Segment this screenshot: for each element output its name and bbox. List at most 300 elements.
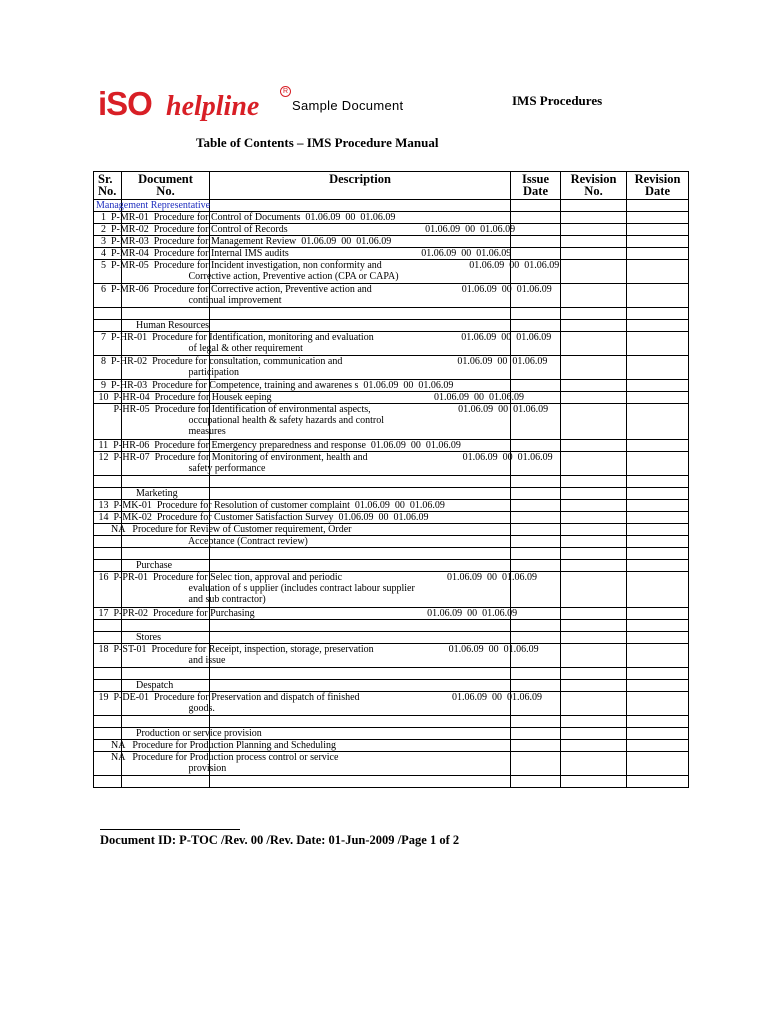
table-cell — [210, 212, 511, 224]
table-cell — [511, 488, 561, 500]
table-cell — [627, 536, 689, 548]
row-text: NA Procedure for Review of Customer requirement, Order — [96, 524, 352, 535]
table-cell — [561, 452, 627, 476]
table-cell — [561, 236, 627, 248]
table-row — [94, 488, 689, 500]
table-cell — [94, 392, 525, 404]
table-row — [94, 476, 689, 488]
table-row — [94, 320, 689, 332]
table-cell — [511, 284, 561, 308]
table-cell — [561, 248, 627, 260]
table-cell — [511, 572, 561, 608]
table-cell — [511, 632, 561, 644]
table-cell — [94, 692, 543, 716]
table-row — [94, 716, 689, 728]
row-text: Production or service provision — [96, 728, 262, 739]
table-cell — [210, 224, 511, 236]
row-text: 9 P-HR-03 Procedure for Competence, training and awarenes s 01.06.09 00 01.06.09 — [96, 380, 454, 391]
table-cell — [561, 740, 627, 752]
col-header-sr: Sr. No. — [94, 172, 122, 200]
logo-helpline-text: helpline — [166, 91, 260, 122]
table-cell — [627, 284, 689, 308]
table-cell — [561, 776, 627, 788]
row-text: Despatch — [96, 680, 174, 691]
table-cell — [627, 512, 689, 524]
table-cell — [122, 284, 210, 308]
table-cell — [94, 248, 512, 260]
table-cell — [210, 392, 511, 404]
col-header-description: Description — [210, 172, 511, 200]
table-cell — [122, 452, 210, 476]
table-cell — [210, 668, 511, 680]
table-cell — [94, 668, 122, 680]
table-cell — [561, 284, 627, 308]
table-cell — [561, 476, 627, 488]
table-cell — [94, 452, 553, 476]
table-row — [94, 356, 689, 380]
row-text: 12 P-HR-07 Procedure for Monitoring of environment, health and 01.06.09 00 01.06.09 safety performance — [98, 452, 553, 474]
table-cell — [94, 332, 552, 356]
table-cell — [627, 620, 689, 632]
table-row — [94, 500, 689, 512]
table-header-row — [94, 172, 689, 200]
row-text: 16 P-PR-01 Procedure for Selec tion, approval and periodic 01.06.09 00 01.06.09 evaluation of s upplier (includes contract labour supplier and sub contractor) — [98, 572, 538, 605]
table-cell — [561, 728, 627, 740]
table-cell — [94, 632, 161, 644]
table-cell — [94, 320, 210, 332]
table-cell — [627, 524, 689, 536]
table-cell — [627, 248, 689, 260]
table-cell — [561, 524, 627, 536]
row-text: 11 P-HR-06 Procedure for Emergency preparedness and response 01.06.09 00 01.06.09 — [96, 440, 461, 451]
table-cell — [122, 548, 210, 560]
row-text: 7 P-HR-01 Procedure for Identification, monitoring and evaluation 01.06.09 00 01.06.09 of legal & other requirement — [101, 332, 552, 354]
table-cell — [210, 536, 511, 548]
table-cell — [122, 380, 210, 392]
table-cell — [627, 644, 689, 668]
table-row — [94, 452, 689, 476]
table-row — [94, 536, 689, 548]
table-cell — [511, 512, 561, 524]
table-cell — [122, 644, 210, 668]
table-cell — [561, 212, 627, 224]
table-cell — [627, 740, 689, 752]
table-cell — [210, 260, 511, 284]
table-cell — [210, 752, 511, 776]
table-cell — [122, 248, 210, 260]
row-text: Purchase — [96, 560, 173, 571]
table-row — [94, 728, 689, 740]
table-cell — [94, 200, 211, 212]
table-cell — [210, 440, 511, 452]
table-row — [94, 740, 689, 752]
row-text: 10 P-HR-04 Procedure for Housek eeping 01.06.09 00 01.06.09 — [96, 392, 525, 403]
table-cell — [94, 260, 560, 284]
table-cell — [210, 692, 511, 716]
table-cell — [210, 332, 511, 356]
table-cell — [210, 320, 511, 332]
table-cell — [94, 512, 429, 524]
table-cell — [561, 536, 627, 548]
table-cell — [561, 680, 627, 692]
table-row — [94, 224, 689, 236]
table-cell — [561, 752, 627, 776]
table-cell — [511, 620, 561, 632]
table-cell — [210, 560, 511, 572]
table-cell — [122, 320, 210, 332]
table-cell — [561, 404, 627, 440]
table-cell — [122, 716, 210, 728]
table-cell — [94, 548, 122, 560]
row-text: 17 P-PR-02 Procedure for Purchasing 01.06.09 00 01.06.09 — [96, 608, 518, 619]
row-text: P-HR-05 Procedure for Identification of environmental aspects, 01.06.09 00 01.06.09 occupational health & safety hazards and control measures — [113, 404, 549, 437]
table-cell — [511, 452, 561, 476]
table-row — [94, 236, 689, 248]
table-row — [94, 308, 689, 320]
table-cell — [94, 284, 552, 308]
table-cell — [122, 572, 210, 608]
table-cell — [210, 476, 511, 488]
table-cell — [122, 440, 210, 452]
table-cell — [210, 608, 511, 620]
row-text: 2 P-MR-02 Procedure for Control of Records 01.06.09 00 01.06.09 — [96, 224, 516, 235]
table-cell — [122, 728, 210, 740]
table-cell — [627, 716, 689, 728]
footer-rule — [100, 829, 240, 830]
table-row — [94, 200, 689, 212]
table-cell — [511, 356, 561, 380]
col-header-revision-date: Revision Date — [627, 172, 689, 200]
page-title: Table of Contents – IMS Procedure Manual — [196, 135, 439, 150]
table-row — [94, 212, 689, 224]
table-cell — [210, 380, 511, 392]
table-cell — [627, 572, 689, 608]
table-cell — [561, 224, 627, 236]
row-text: 19 P-DE-01 Procedure for Preservation and dispatch of finished 01.06.09 00 01.06.09 goods. — [98, 692, 543, 714]
table-cell — [511, 224, 561, 236]
row-text: 18 P-ST-01 Procedure for Receipt, inspection, storage, preservation 01.06.09 00 01.06.09 and issue — [98, 644, 539, 666]
table-cell — [627, 392, 689, 404]
table-cell — [511, 692, 561, 716]
table-cell — [94, 236, 392, 248]
table-cell — [511, 308, 561, 320]
table-cell — [627, 320, 689, 332]
col-header-revision-no: Revision No. — [561, 172, 627, 200]
table-cell — [122, 524, 210, 536]
table-cell — [210, 740, 511, 752]
table-cell — [627, 332, 689, 356]
table-cell — [210, 776, 511, 788]
table-cell — [94, 680, 174, 692]
table-cell — [511, 248, 561, 260]
section-heading: Management Representative — [96, 200, 211, 211]
table-cell — [122, 488, 210, 500]
row-text: 8 P-HR-02 Procedure for consultation, communication and 01.06.09 00 01.06.09 participation — [101, 356, 548, 378]
row-text: 5 P-MR-05 Procedure for Incident investigation, non conformity and 01.06.09 00 01.06.09 Corrective action, Preventive action (CPA or CAPA) — [101, 260, 560, 282]
logo-iso-text: iSO — [98, 85, 152, 122]
table-cell — [561, 488, 627, 500]
table-cell — [561, 260, 627, 284]
row-text: NA Procedure for Production process control or service provision — [111, 752, 339, 774]
table-cell — [94, 380, 454, 392]
table-cell — [210, 632, 511, 644]
table-cell — [511, 404, 561, 440]
row-text: 13 P-MK-01 Procedure for Resolution of customer complaint 01.06.09 00 01.06.09 — [96, 500, 445, 511]
table-cell — [561, 500, 627, 512]
table-cell — [122, 404, 210, 440]
table-cell — [627, 548, 689, 560]
table-cell — [627, 692, 689, 716]
table-cell — [511, 260, 561, 284]
table-cell — [511, 524, 561, 536]
table-cell — [94, 776, 122, 788]
table-row — [94, 752, 689, 776]
row-text: 6 P-MR-06 Procedure for Corrective action, Preventive action and 01.06.09 00 01.06.09 continual improvement — [101, 284, 552, 306]
table-cell — [210, 452, 511, 476]
table-cell — [511, 644, 561, 668]
table-cell — [94, 308, 122, 320]
table-cell — [210, 716, 511, 728]
table-row — [94, 332, 689, 356]
table-cell — [627, 404, 689, 440]
table-row — [94, 512, 689, 524]
table-row — [94, 692, 689, 716]
table-cell — [627, 440, 689, 452]
row-text: 3 P-MR-03 Procedure for Management Review 01.06.09 00 01.06.09 — [96, 236, 392, 247]
table-cell — [210, 236, 511, 248]
table-row — [94, 668, 689, 680]
table-cell — [627, 308, 689, 320]
table-cell — [94, 560, 173, 572]
table-cell — [561, 548, 627, 560]
table-cell — [511, 680, 561, 692]
table-cell — [511, 740, 561, 752]
table-cell — [122, 356, 210, 380]
table-row — [94, 260, 689, 284]
table-cell — [122, 332, 210, 356]
col-header-issue-date: Issue Date — [511, 172, 561, 200]
table-cell — [122, 632, 210, 644]
table-cell — [511, 236, 561, 248]
registered-mark-icon: R — [280, 86, 291, 97]
table-cell — [122, 536, 210, 548]
table-cell — [627, 236, 689, 248]
table-cell — [511, 668, 561, 680]
table-cell — [122, 500, 210, 512]
table-cell — [122, 224, 210, 236]
table-cell — [561, 572, 627, 608]
table-row — [94, 608, 689, 620]
table-cell — [94, 488, 178, 500]
table-cell — [94, 644, 539, 668]
table-cell — [561, 560, 627, 572]
table-cell — [561, 200, 627, 212]
table-cell — [561, 668, 627, 680]
table-cell — [627, 200, 689, 212]
table-cell — [210, 356, 511, 380]
table-cell — [627, 680, 689, 692]
table-cell — [627, 608, 689, 620]
table-cell — [511, 776, 561, 788]
table-row — [94, 404, 689, 440]
table-cell — [511, 200, 561, 212]
table-row — [94, 284, 689, 308]
table-cell — [511, 212, 561, 224]
table-cell — [627, 356, 689, 380]
table-cell — [627, 260, 689, 284]
table-cell — [94, 356, 548, 380]
table-cell — [210, 308, 511, 320]
table-row — [94, 440, 689, 452]
table-cell — [210, 500, 511, 512]
table-cell — [511, 560, 561, 572]
table-cell — [561, 608, 627, 620]
table-cell — [511, 476, 561, 488]
col-header-document-no: Document No. — [122, 172, 210, 200]
footer-document-id: Document ID: P-TOC /Rev. 00 /Rev. Date: 01-Jun-2009 /Page 1 of 2 — [100, 833, 460, 847]
table-cell — [210, 404, 511, 440]
table-cell — [94, 224, 516, 236]
table-cell — [627, 776, 689, 788]
table-cell — [122, 620, 210, 632]
row-text: Acceptance (Contract review) — [96, 536, 308, 547]
table-cell — [561, 620, 627, 632]
table-cell — [122, 752, 210, 776]
table-cell — [561, 392, 627, 404]
table-cell — [511, 320, 561, 332]
table-cell — [511, 380, 561, 392]
table-cell — [561, 632, 627, 644]
table-row — [94, 620, 689, 632]
table-cell — [122, 776, 210, 788]
table-cell — [210, 548, 511, 560]
table-cell — [561, 644, 627, 668]
row-text: 14 P-MK-02 Procedure for Customer Satisfaction Survey 01.06.09 00 01.06.09 — [96, 512, 429, 523]
table-cell — [561, 692, 627, 716]
table-cell — [511, 392, 561, 404]
table-cell — [511, 440, 561, 452]
table-cell — [561, 332, 627, 356]
table-cell — [511, 536, 561, 548]
table-cell — [627, 668, 689, 680]
table-cell — [210, 248, 511, 260]
table-row — [94, 548, 689, 560]
table-cell — [627, 488, 689, 500]
table-cell — [210, 488, 511, 500]
table-row — [94, 644, 689, 668]
table-cell — [511, 500, 561, 512]
table-row — [94, 524, 689, 536]
table-cell — [627, 212, 689, 224]
table-cell — [561, 308, 627, 320]
table-row — [94, 572, 689, 608]
table-cell — [511, 332, 561, 356]
table-cell — [210, 572, 511, 608]
table-cell — [122, 260, 210, 284]
header-ims-procedures: IMS Procedures — [512, 93, 603, 108]
table-row — [94, 680, 689, 692]
table-cell — [210, 284, 511, 308]
row-text: Human Resources — [96, 320, 210, 331]
table-cell — [561, 512, 627, 524]
table-cell — [122, 236, 210, 248]
table-cell — [210, 524, 511, 536]
table-cell — [627, 752, 689, 776]
table-row — [94, 380, 689, 392]
table-cell — [94, 728, 262, 740]
table-cell — [122, 740, 210, 752]
table-cell — [94, 404, 549, 440]
table-cell — [122, 608, 210, 620]
table-row — [94, 776, 689, 788]
table-cell — [627, 476, 689, 488]
table-cell — [94, 500, 445, 512]
logo-sample-document: Sample Document — [292, 98, 404, 113]
table-cell — [561, 320, 627, 332]
table-cell — [627, 500, 689, 512]
table-cell — [122, 668, 210, 680]
table-cell — [627, 632, 689, 644]
table-cell — [511, 716, 561, 728]
table-cell — [122, 692, 210, 716]
table-cell — [627, 560, 689, 572]
table-cell — [122, 200, 210, 212]
table-cell — [511, 548, 561, 560]
table-cell — [210, 644, 511, 668]
table-cell — [94, 440, 461, 452]
table-cell — [94, 212, 396, 224]
table-cell — [122, 512, 210, 524]
row-text: 1 P-MR-01 Procedure for Control of Documents 01.06.09 00 01.06.09 — [96, 212, 396, 223]
table-cell — [94, 572, 538, 608]
table-cell — [627, 224, 689, 236]
table-cell — [627, 452, 689, 476]
table-cell — [122, 308, 210, 320]
table-cell — [627, 728, 689, 740]
table-cell — [511, 608, 561, 620]
table-row — [94, 632, 689, 644]
table-cell — [122, 476, 210, 488]
table-row — [94, 248, 689, 260]
table-cell — [122, 680, 210, 692]
table-cell — [561, 380, 627, 392]
table-cell — [561, 356, 627, 380]
isohelpline-logo — [98, 86, 428, 126]
table-cell — [627, 380, 689, 392]
table-cell — [210, 200, 511, 212]
table-cell — [511, 728, 561, 740]
table-cell — [210, 728, 511, 740]
table-cell — [94, 740, 336, 752]
table-cell — [210, 620, 511, 632]
table-row — [94, 392, 689, 404]
table-cell — [561, 716, 627, 728]
row-text: Stores — [96, 632, 161, 643]
table-cell — [122, 392, 210, 404]
table-cell — [94, 476, 122, 488]
table-row — [94, 560, 689, 572]
table-cell — [94, 716, 122, 728]
row-text: 4 P-MR-04 Procedure for Internal IMS audits 01.06.09 00 01.06.09 — [96, 248, 512, 259]
table-cell — [210, 680, 511, 692]
toc-table — [93, 171, 689, 788]
table-cell — [94, 608, 518, 620]
table-cell — [122, 560, 210, 572]
table-cell — [122, 212, 210, 224]
table-cell — [561, 440, 627, 452]
table-cell — [511, 752, 561, 776]
table-cell — [94, 620, 122, 632]
